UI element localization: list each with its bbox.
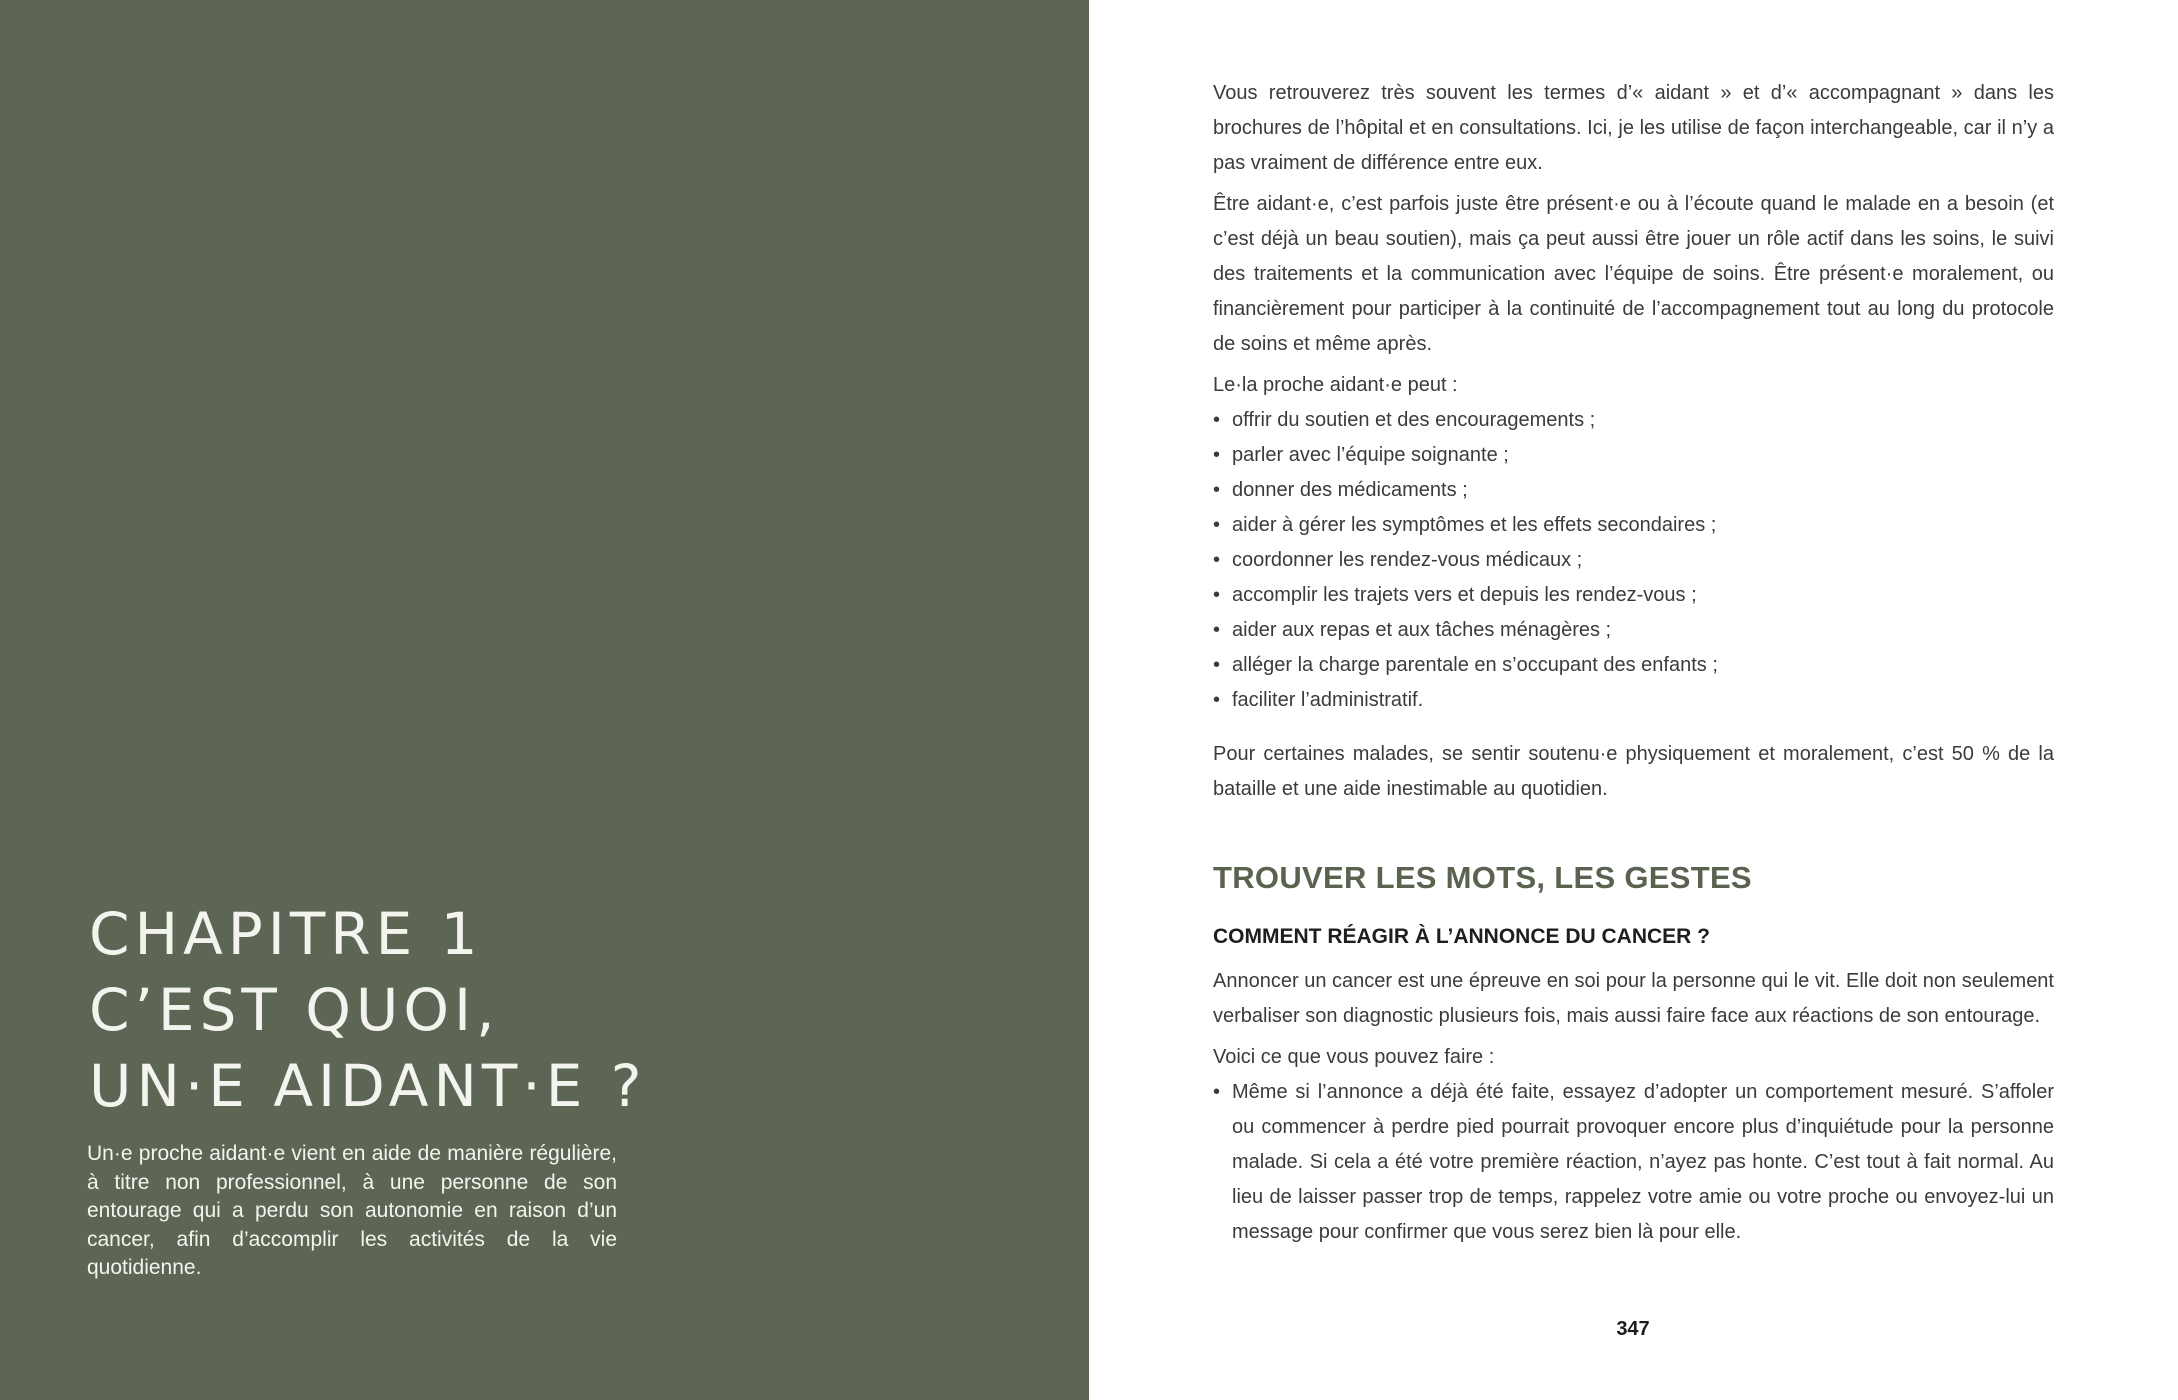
list-item-text: aider aux repas et aux tâches ménagères ; xyxy=(1232,619,1612,641)
list-item xyxy=(1213,438,2054,473)
bullet-icon: • xyxy=(1213,444,1221,466)
list-item-text: parler avec l’équipe soignante ; xyxy=(1232,444,1509,466)
bullet-icon: • xyxy=(1213,549,1221,571)
list-item xyxy=(1213,578,2054,613)
bullet-icon: • xyxy=(1213,409,1221,431)
list-item xyxy=(1213,403,2054,438)
bullet-icon: • xyxy=(1213,654,1221,676)
section-heading: TROUVER LES MOTS, LES GESTES xyxy=(1213,860,1752,895)
chapter-title-line-1: CHAPITRE 1 xyxy=(89,900,483,968)
list-item-text: Même si l’annonce a déjà été faite, essayez d’adopter un comportement mesuré. S’affoler ou commencer à perdre pied pourrait provoquer encore plus d’inquiétude pour la personne malade. Si cela a été votre première réaction, n’ayez pas honte. C’est tout à fait normal. Au lieu de laisser passer trop de temps, rappelez votre amie ou votre proche ou envoyez-lui un message pour confirmer que vous serez bien là pour elle. xyxy=(1232,1081,2054,1243)
list-item-text: coordonner les rendez-vous médicaux ; xyxy=(1232,549,1583,571)
list-item-text: alléger la charge parentale en s’occupant des enfants ; xyxy=(1232,654,1718,676)
bullet-icon: • xyxy=(1213,479,1221,501)
list-item xyxy=(1213,613,2054,648)
chapter-intro: Un·e proche aidant·e vient en aide de manière régulière, à titre non professionnel, à une personne de son entourage qui a perdu son autonomie en raison d’un cancer, afin d’accomplir les activités de la vie quotidienne. xyxy=(87,1142,617,1279)
bullet-icon: • xyxy=(1213,584,1221,606)
list-item-text: faciliter l’administratif. xyxy=(1232,689,1424,711)
list-item-text: accomplir les trajets vers et depuis les rendez-vous ; xyxy=(1232,584,1697,606)
list-item-text: offrir du soutien et des encouragements ; xyxy=(1232,409,1596,431)
list2-intro: Voici ce que vous pouvez faire : xyxy=(1213,1046,1495,1068)
sub-heading: COMMENT RÉAGIR À L’ANNONCE DU CANCER ? xyxy=(1213,925,1710,948)
list-item xyxy=(1213,508,2054,543)
chapter-title xyxy=(89,896,789,1124)
list-item-text: aider à gérer les symptômes et les effets secondaires ; xyxy=(1232,514,1717,536)
list-item xyxy=(1213,683,2054,718)
caregiver-tasks-list xyxy=(1213,403,2054,718)
paragraph-4: Annoncer un cancer est une épreuve en soi pour la personne qui le vit. Elle doit non seulement verbaliser son diagnostic plusieurs fois, mais aussi faire face aux réactions de son entourage. xyxy=(1213,970,2054,1027)
bullet-icon: • xyxy=(1213,1081,1221,1103)
chapter-title-line-2: C’EST QUOI, xyxy=(89,976,500,1044)
paragraph-2: Être aidant·e, c’est parfois juste être présent·e ou à l’écoute quand le malade en a besoin (et c’est déjà un beau soutien), mais ça peut aussi être jouer un rôle actif dans les soins, le suivi des traitements et la communication avec l’équipe de soins. Être présent·e moralement, ou financièrement pour participer à la continuité de l’accompagnement tout au long du protocole de soins et même après. xyxy=(1213,193,2054,355)
bullet-icon: • xyxy=(1213,514,1221,536)
page-number: 347 xyxy=(1616,1318,1650,1340)
chapter-title-line-3: UN·E AIDANT·E ? xyxy=(89,1052,647,1120)
right-page-body xyxy=(1213,76,2054,1250)
list-item xyxy=(1213,473,2054,508)
paragraph-3: Pour certaines malades, se sentir soutenu·e physiquement et moralement, c’est 50 % de la bataille et une aide inestimable au quotidien. xyxy=(1213,743,2054,800)
list-item-text: donner des médicaments ; xyxy=(1232,479,1468,501)
reaction-advice-list xyxy=(1213,1075,2054,1250)
bullet-icon: • xyxy=(1213,619,1221,641)
list-item xyxy=(1213,1075,2054,1250)
list-item xyxy=(1213,648,2054,683)
bullet-icon: • xyxy=(1213,689,1221,711)
list-item xyxy=(1213,543,2054,578)
list-intro: Le·la proche aidant·e peut : xyxy=(1213,374,1458,396)
paragraph-1: Vous retrouverez très souvent les termes d’« aidant » et d’« accompagnant » dans les brochures de l’hôpital et en consultations. Ici, je les utilise de façon interchangeable, car il n’y a pas vraiment de différence entre eux. xyxy=(1213,82,2054,174)
